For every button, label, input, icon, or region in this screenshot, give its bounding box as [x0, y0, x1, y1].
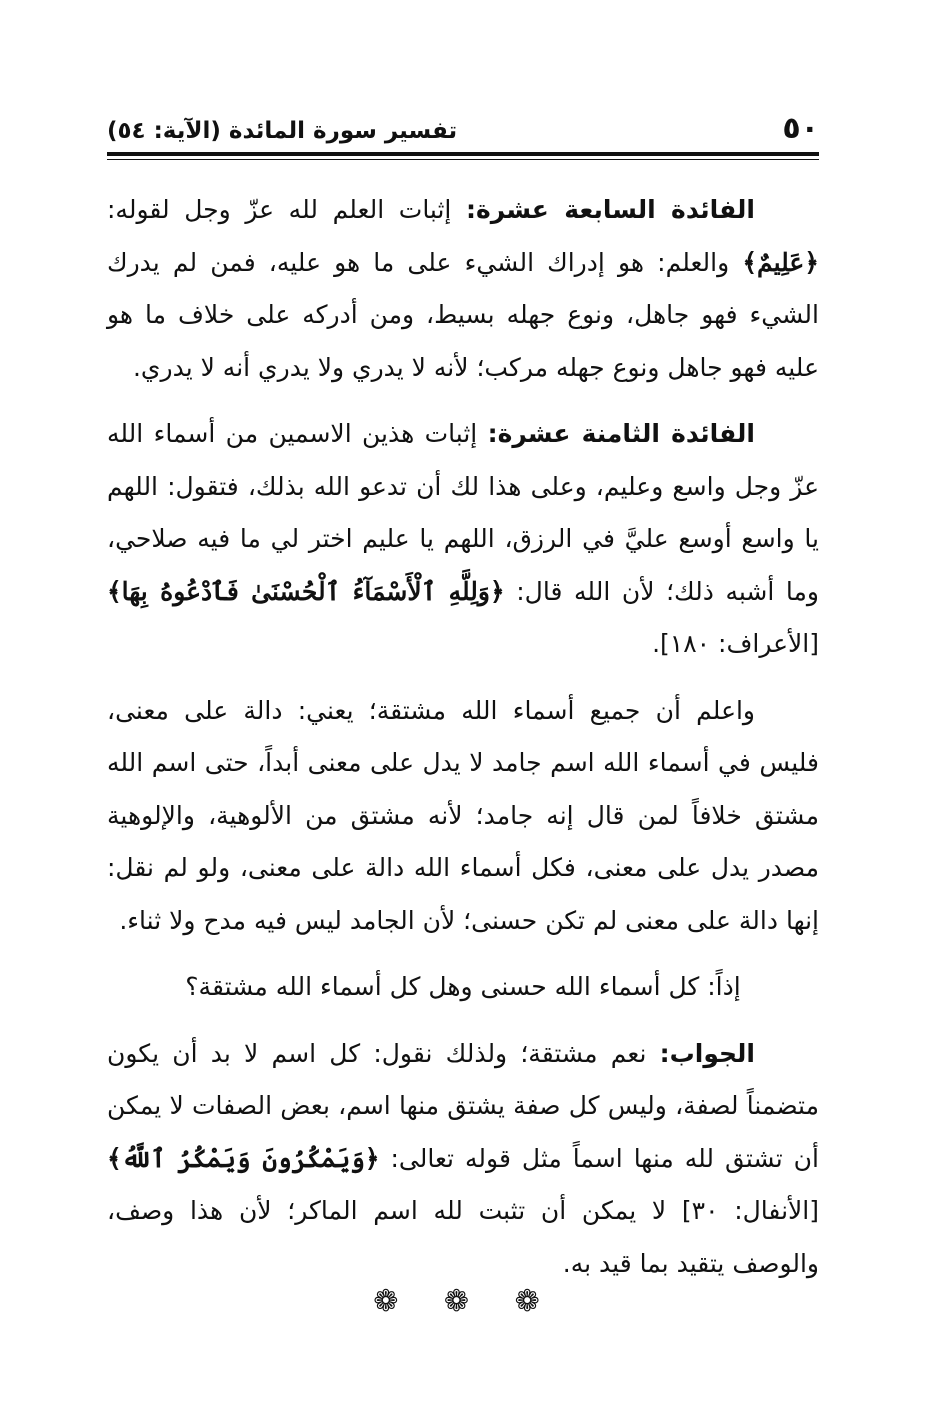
section-end-ornament: ❁ ❁ ❁ — [373, 1284, 558, 1319]
paragraph-text: [الأعراف: ١٨٠]. — [652, 629, 819, 658]
paragraph-text: نعم مشتقة؛ ولذلك نقول: كل اسم لا بد أن يكون متضمناً لصفة، وليس كل صفة يشتق منها اسم، بعض الصفات لا يمكن أن تشتق لله منها اسماً مثل قوله تعالى: — [107, 1038, 819, 1173]
running-head: تفسير سورة المائدة (الآية: ٥٤) — [107, 118, 458, 144]
quran-quote: ﴿وَيَمْكُرُونَ وَيَمْكُرُ ٱللَّهُ﴾ — [107, 1143, 380, 1173]
header-rule-thin — [107, 159, 819, 160]
paragraph-text: [الأنفال: ٣٠] لا يمكن أن تثبت لله اسم الماكر؛ لأن هذا وصف، والوصف يتقيد بما قيد به. — [107, 1196, 819, 1278]
paragraph-text: والعلم: هو إدراك الشيء على ما هو عليه، فمن لم يدرك الشيء فهو جاهل، ونوع جهله بسيط، ومن أدركه على خلاف ما هو عليه فهو جاهل ونوع جهله مركب؛ لأنه لا يدري ولا يدري أنه لا يدري. — [107, 247, 819, 382]
paragraph-derived-names: واعلم أن جميع أسماء الله مشتقة؛ يعني: دالة على معنى، فليس في أسماء الله اسم جامد لا يدل على معنى أبداً، حتى اسم الله مشتق خلافاً لمن قال إنه جامد؛ لأنه مشتق من الألوهية، والإلوهية مصدر يدل على معنى، فكل أسماء الله دالة على معنى، ولو لم نقل: إنها دالة على معنى لم تكن حسنى؛ لأن الجامد ليس فيه مدح ولا ثناء. — [107, 695, 819, 935]
body-text — [107, 184, 819, 1304]
quran-quote: ﴿وَلِلَّهِ ٱلْأَسْمَآءُ ٱلْحُسْنَىٰ فَٱدْعُوهُ بِهَا﴾ — [107, 576, 505, 606]
paragraph-lead: الجواب: — [659, 1038, 755, 1068]
paragraph-benefit-18 — [107, 408, 819, 671]
header-rule-thick — [107, 152, 819, 156]
paragraph-answer — [107, 1028, 819, 1291]
page-number: ٥٠ — [782, 111, 819, 146]
paragraph-benefit-17 — [107, 184, 819, 394]
paragraph-text: إثبات هذين الاسمين من أسماء الله عزّ وجل واسع وعليم، وعلى هذا لك أن تدعو الله بذلك، فتقول: اللهم يا واسع أوسع عليَّ في الرزق، اللهم يا عليم اختر لي ما فيه صلاحي، وما أشبه ذلك؛ لأن الله قال: — [107, 419, 819, 606]
paragraph-lead: الفائدة الثامنة عشرة: — [487, 419, 755, 448]
paragraph-text: إثبات العلم لله عزّ وجل لقوله: — [107, 195, 467, 224]
paragraph-lead: الفائدة السابعة عشرة: — [466, 195, 755, 224]
page-header — [107, 108, 819, 152]
quran-quote: ﴿عَلِيمٌ﴾ — [742, 247, 819, 277]
paragraph-question: إذاً: كل أسماء الله حسنى وهل كل أسماء الله مشتقة؟ — [185, 972, 741, 1001]
